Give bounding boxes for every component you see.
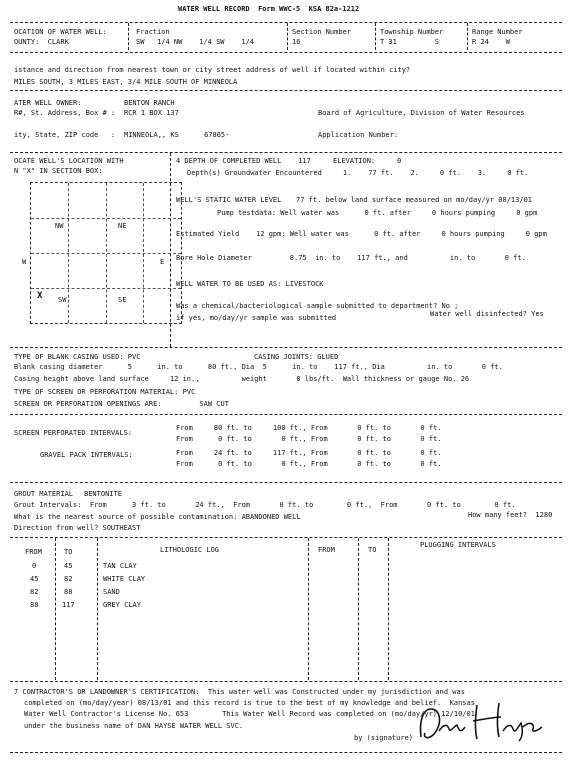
distance-label: istance and direction from nearest town or city street address of well if located within city?: [14, 66, 411, 74]
log-row-from: 0: [32, 562, 37, 570]
well-disinfected: Water well disinfected? Yes: [430, 310, 544, 318]
screen-interval-row: From 80 ft. to 100 ft., From 0 ft. to 0 ft.: [176, 424, 442, 432]
owner-label: ATER WELL OWNER:: [14, 99, 82, 107]
pump-testdata: Pump testdata: Well water was 0 ft. after 0 hours pumping 0 gpm: [217, 209, 538, 217]
grout-material-label: GROUT MATERIAL: [14, 490, 74, 498]
contamination-source: What is the nearest source of possible contamination: ABANDONED WELL: [14, 513, 301, 521]
signature-label: by (signature): [354, 734, 414, 742]
grout-material-value: BENTONITE: [84, 490, 122, 498]
city-value: MINNEOLA,, KS 67865-: [124, 131, 230, 139]
certification-line-3: Water Well Contractor's License No. 653 This Water Well Record was completed on (mo/day/yr) 12/10/01: [24, 710, 475, 718]
plug-to-header: TO: [368, 546, 377, 554]
section-number-value: 16: [292, 38, 301, 46]
casing-height: Casing height above land surface 12 in., weight 0 lbs/ft. Wall thickness or gauge No. 26: [14, 375, 470, 383]
plug-from-header: FROM: [318, 546, 335, 554]
log-row-to: 82: [64, 575, 73, 583]
section-box-label: OCATE WELL'S LOCATION WITH: [14, 157, 124, 165]
range-label: Range Number: [472, 28, 523, 36]
elevation-value: 0: [397, 157, 402, 165]
log-row-to: 45: [64, 562, 73, 570]
township-label: Township Number: [380, 28, 444, 36]
log-row-desc: SAND: [103, 588, 120, 596]
plugging-intervals-header: PLUGGING INTERVALS: [420, 541, 496, 549]
section-se-label: SE: [118, 296, 127, 304]
location-label: OCATION OF WATER WELL:: [14, 28, 107, 36]
direction-from-well: Direction from well? SOUTHEAST: [14, 524, 141, 532]
fraction-value: SW 1/4 NW 1/4 SW 1/4: [136, 38, 255, 46]
log-from-header: FROM: [25, 548, 42, 556]
log-row-from: 82: [30, 588, 39, 596]
log-row-desc: GREY CLAY: [103, 601, 141, 609]
township-value: T 31 S: [380, 38, 440, 46]
board-label: Board of Agriculture, Division of Water Resources: [318, 109, 525, 117]
city-label: ity, State, ZIP code :: [14, 131, 116, 139]
chemical-sample-date: if yes, mo/day/yr sample was submitted: [176, 314, 337, 322]
depth-completed: 4 DEPTH OF COMPLETED WELL 117: [176, 157, 311, 165]
application-number-label: Application Number:: [318, 131, 399, 139]
section-sw-label: SW: [58, 296, 67, 304]
screen-material: TYPE OF SCREEN OR PERFORATION MATERIAL: PVC: [14, 388, 196, 396]
section-w-label: W: [22, 258, 27, 266]
well-location-mark: X: [37, 291, 43, 301]
fraction-label: Fraction: [136, 28, 170, 36]
water-use: WELL WATER TO BE USED AS: LIVESTOCK: [176, 280, 324, 288]
log-to-header: TO: [64, 548, 73, 556]
section-number-label: Section Number: [292, 28, 352, 36]
elevation-label: ELEVATION:: [333, 157, 376, 165]
bore-hole-diameter: Bore Hole Diameter 8.75 in. to 117 ft., and in. to 0 ft.: [176, 254, 526, 262]
address-value: RCR 1 BOX 137: [124, 109, 179, 117]
static-level-value: 77 ft. below land surface measured on mo/day/yr 08/13/01: [296, 196, 533, 204]
estimated-yield: Estimated Yield 12 gpm: Well water was 0 ft. after 0 hours pumping 0 gpm: [176, 230, 547, 238]
how-many-feet: How many feet? 1280: [468, 511, 553, 519]
lithologic-log-header: LITHOLOGIC LOG: [160, 546, 220, 554]
handwritten-signature: [415, 697, 545, 742]
gravel-intervals-label: GRAVEL PACK INTERVALS:: [40, 451, 133, 459]
gravel-interval-row: From 0 ft. to 0 ft., From 0 ft. to 0 ft.: [176, 460, 442, 468]
gravel-interval-row: From 24 ft. to 117 ft., From 0 ft. to 0 ft.: [176, 449, 442, 457]
certification-line-4: under the business name of DAN HAYSE WATER WELL SVC.: [24, 722, 244, 730]
distance-value: MILES SOUTH, 3 MILES EAST, 3/4 MILE SOUTH OF MINNEOLA: [14, 78, 238, 86]
section-box-grid: [30, 182, 182, 324]
groundwater-encountered: Depth(s) Groundwater Encountered 1. 77 ft. 2. 0 ft. 3. 0 ft.: [187, 169, 529, 177]
log-row-to: 88: [64, 588, 73, 596]
screen-interval-row: From 0 ft. to 0 ft., From 0 ft. to 0 ft.: [176, 435, 442, 443]
certification-line-1: 7 CONTRACTOR'S OR LANDOWNER'S CERTIFICATION: This water well was Constructed under my jurisdiction and was: [14, 688, 465, 696]
casing-type: TYPE OF BLANK CASING USED: PVC: [14, 353, 141, 361]
log-row-from: 45: [30, 575, 39, 583]
static-level-label: WELL'S STATIC WATER LEVEL: [176, 196, 282, 204]
casing-joints: CASING JOINTS: GLUED: [254, 353, 339, 361]
range-value: R 24 W: [472, 38, 510, 46]
grout-intervals: Grout Intervals: From 3 ft. to 24 ft., From 0 ft. to 0 ft., From 0 ft. to 0 ft.: [14, 501, 516, 509]
form-title: WATER WELL RECORD Form WWC-5 KSA 82a-1212: [178, 5, 360, 13]
certification-line-2: completed on (mo/day/year) 08/13/01 and this record is true to the best of my knowledge and belief. Kansas: [24, 699, 475, 707]
log-row-from: 88: [30, 601, 39, 609]
section-e-label: E: [160, 258, 165, 266]
owner-name: BENTON RANCH: [124, 99, 175, 107]
section-ne-label: NE: [118, 222, 127, 230]
casing-diameter: Blank casing diameter 5 in. to 80 ft., Dia 5 in. to 117 ft., Dia in. to 0 ft.: [14, 363, 503, 371]
address-label: R#, St. Address, Box # :: [14, 109, 116, 117]
section-nw-label: NW: [55, 222, 64, 230]
log-row-desc: TAN CLAY: [103, 562, 137, 570]
chemical-sample-question: Was a chemical/bacteriological sample submitted to department? No ;: [176, 302, 459, 310]
screen-intervals-label: SCREEN PERFORATED INTERVALS:: [14, 429, 133, 437]
county-label: OUNTY: CLARK: [14, 38, 69, 46]
log-row-desc: WHITE CLAY: [103, 575, 146, 583]
log-row-to: 117: [62, 601, 75, 609]
screen-openings: SCREEN OR PERFORATION OPENINGS ARE: SAW CUT: [14, 400, 229, 408]
section-box-sublabel: N "X" IN SECTION BOX:: [14, 167, 103, 175]
